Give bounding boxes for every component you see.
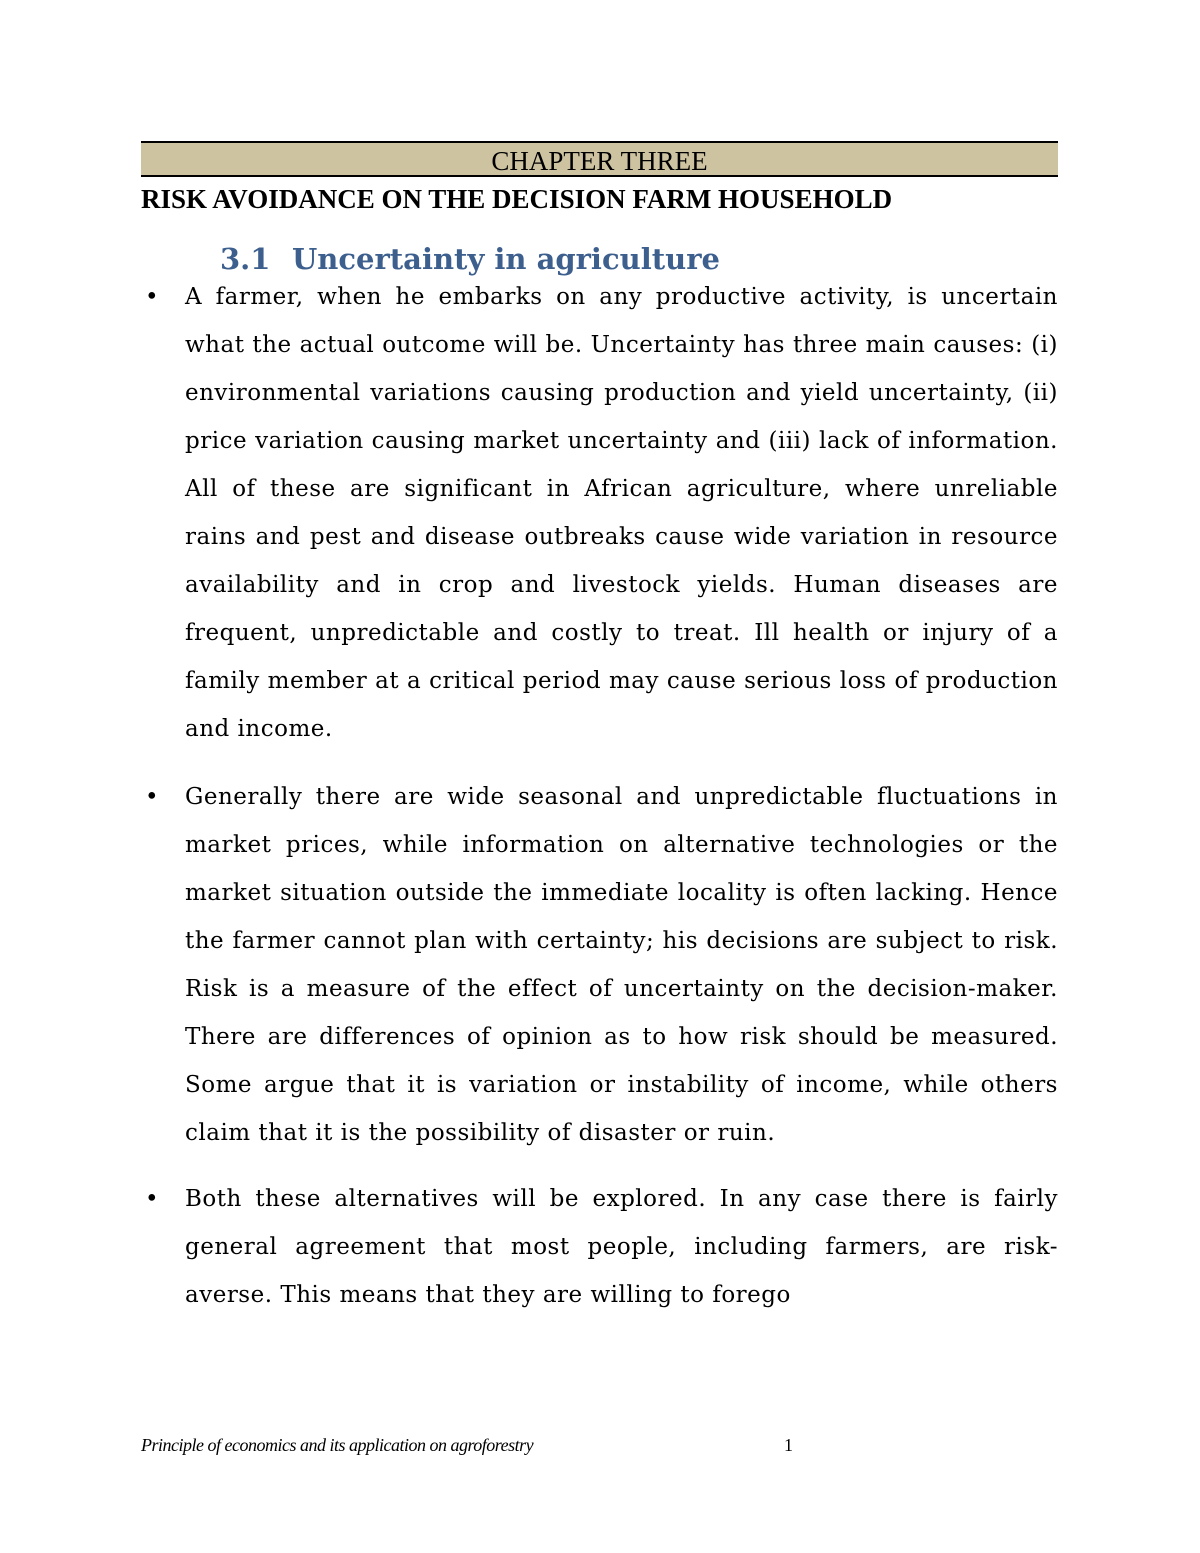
bullet-icon: • <box>145 1186 160 1212</box>
section-number: 3.1 <box>220 242 271 276</box>
bullet-icon: • <box>145 284 160 310</box>
list-item-text: Generally there are wide seasonal and unpredictable fluctuations in market prices, while information on alternative technologies or the market situation outside the immediate locality is often lacking. Hence the farmer cannot plan with certainty; his decisions are subject to risk. Risk is a measure of the effect of uncertainty on the decision-maker. There are differences of opinion as to how risk should be measured. Some argue that it is variation or instability of income, while others claim that it is the possibility of disaster or ruin. <box>185 784 1058 1146</box>
list-item-text: A farmer, when he embarks on any productive activity, is uncertain what the actual outcome will be. Uncertainty has three main causes: (i) environmental variations causing production and yield uncertainty, (ii) price variation causing market uncertainty and (iii) lack of information. All of these are significant in African agriculture, where unreliable rains and pest and disease outbreaks cause wide variation in resource availability and in crop and livestock yields. Human diseases are frequent, unpredictable and costly to treat. Ill health or injury of a family member at a critical period may cause serious loss of production and income. <box>185 284 1058 742</box>
bullet-list <box>141 273 1058 1319</box>
page-number: 1 <box>784 1435 793 1455</box>
list-item <box>141 1175 1058 1319</box>
list-item-text: Both these alternatives will be explored. In any case there is fairly general agreement that most people, including farmers, are risk-averse. This means that they are willing to forego <box>185 1186 1058 1308</box>
section-title: Uncertainty in agriculture <box>292 242 720 276</box>
chapter-label: CHAPTER THREE <box>491 146 708 176</box>
chapter-label-band <box>141 141 1058 177</box>
chapter-title: RISK AVOIDANCE ON THE DECISION FARM HOUSEHOLD <box>141 184 893 214</box>
footer-text: Principle of economics and its application on agroforestry <box>141 1435 534 1455</box>
bullet-icon: • <box>145 784 160 810</box>
list-item <box>141 273 1058 753</box>
list-item <box>141 773 1058 1157</box>
